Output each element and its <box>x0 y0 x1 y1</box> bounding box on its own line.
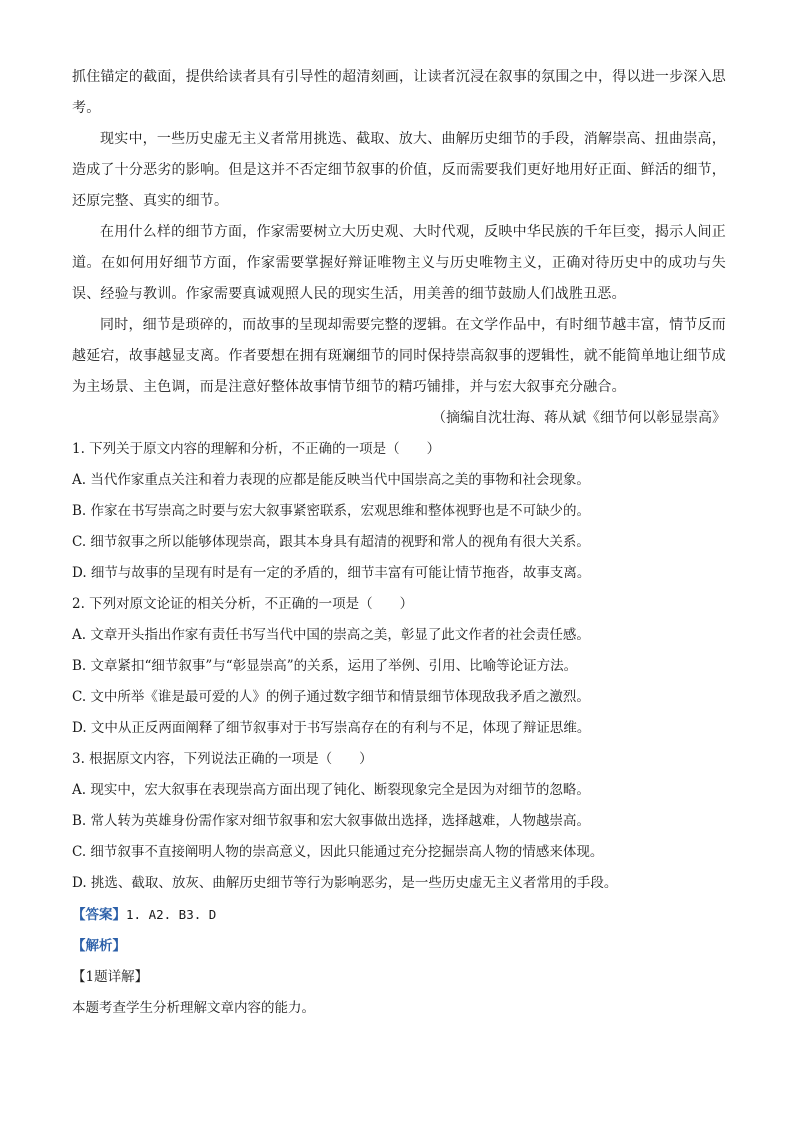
document-page <box>72 62 726 1024</box>
question-2 <box>72 589 726 744</box>
option-a: A. 当代作家重点关注和着力表现的应都是能反映当代中国崇高之美的事物和社会现象。 <box>72 472 590 488</box>
question-stem: 3. 根据原文内容，下列说法正确的一项是（ ） <box>72 751 373 767</box>
option-d: D. 挑选、截取、放灰、曲解历史细节等行为影响恶劣，是一些历史虚无主义者常用的手段。 <box>72 875 618 891</box>
option-a: A. 文章开头指出作家有责任书写当代中国的崇高之美，彰显了此文作者的社会责任感。 <box>72 627 590 643</box>
question-stem: 1. 下列关于原文内容的理解和分析，不正确的一项是（ ） <box>72 441 441 457</box>
passage-paragraph-continued: 抓住锚定的截面，提供给读者具有引导性的超清刻画，让读者沉浸在叙事的氛围之中，得以进一步深入思考。 <box>72 69 726 116</box>
option-d: D. 细节与故事的呈现有时是有一定的矛盾的，细节丰富有可能让情节拖沓，故事支离。 <box>72 565 591 581</box>
option-c: C. 细节叙事不直接阐明人物的崇高意义，因此只能通过充分挖掘崇高人物的情感来体现。 <box>72 844 604 860</box>
option-a: A. 现实中，宏大叙事在表现崇高方面出现了钝化、断裂现象完全是因为对细节的忽略。 <box>72 782 590 798</box>
answer-label: 【答案】 <box>72 907 126 923</box>
option-d: D. 文中从正反两面阐释了细节叙事对于书写崇高存在的有利与不足，体现了辩证思维。 <box>72 720 591 736</box>
analysis-label: 【解析】 <box>72 938 126 954</box>
passage-paragraph-3: 同时，细节是琐碎的，而故事的呈现却需要完整的逻辑。在文学作品中，有时细节越丰富，情节反而越延宕，故事越显支离。作者要想在拥有斑斓细节的同时保持崇高叙事的逻辑性，就不能简单地让细节成为主场景、主色调，而是注意好整体故事情节细节的精巧铺排，并与宏大叙事充分融合。 <box>72 317 726 395</box>
question-3 <box>72 744 726 899</box>
passage-paragraph-1: 现实中，一些历史虚无主义者常用挑选、截取、放大、曲解历史细节的手段，消解崇高、扭曲崇高，造成了十分恶劣的影响。但是这并不否定细节叙事的价值，反而需要我们更好地用好正面、鲜活的细节，还原完整、真实的细节。 <box>72 131 726 209</box>
q1-detail-text: 本题考查学生分析理解文章内容的能力。 <box>72 1000 315 1016</box>
option-b: B. 作家在书写崇高之时要与宏大叙事紧密联系，宏观思维和整体视野也是不可缺少的。 <box>72 503 591 519</box>
option-b: B. 常人转为英雄身份需作家对细节叙事和宏大叙事做出选择，选择越难，人物越崇高。 <box>72 813 591 829</box>
option-b: B. 文章紧扣“细节叙事”与“彰显崇高”的关系，运用了举例、引用、比喻等论证方法。 <box>72 658 578 674</box>
analysis-line <box>72 931 726 962</box>
q1-detail-heading: 【1题详解】 <box>72 969 149 985</box>
passage-paragraph-2: 在用什么样的细节方面，作家需要树立大历史观、大时代观，反映中华民族的千年巨变，揭示人间正道。在如何用好细节方面，作家需要掌握好辩证唯物主义与历史唯物主义，正确对待历史中的成功与失误、经验与教训。作家需要真诚观照人民的现实生活，用美善的细节鼓励人们战胜丑恶。 <box>72 224 726 302</box>
question-stem: 2. 下列对原文论证的相关分析，不正确的一项是（ ） <box>72 596 414 612</box>
question-1 <box>72 434 726 589</box>
option-c: C. 细节叙事之所以能够体现崇高，跟其本身具有超清的视野和常人的视角有很大关系。 <box>72 534 590 550</box>
answer-line <box>72 899 726 931</box>
answer-value: 1. A2. B3. D <box>126 907 217 922</box>
option-c: C. 文中所举《谁是最可爱的人》的例子通过数字细节和情景细节体现敌我矛盾之激烈。 <box>72 689 590 705</box>
passage-source: （摘编自沈壮海、蒋从斌《细节何以彰显崇高》 <box>432 410 726 426</box>
